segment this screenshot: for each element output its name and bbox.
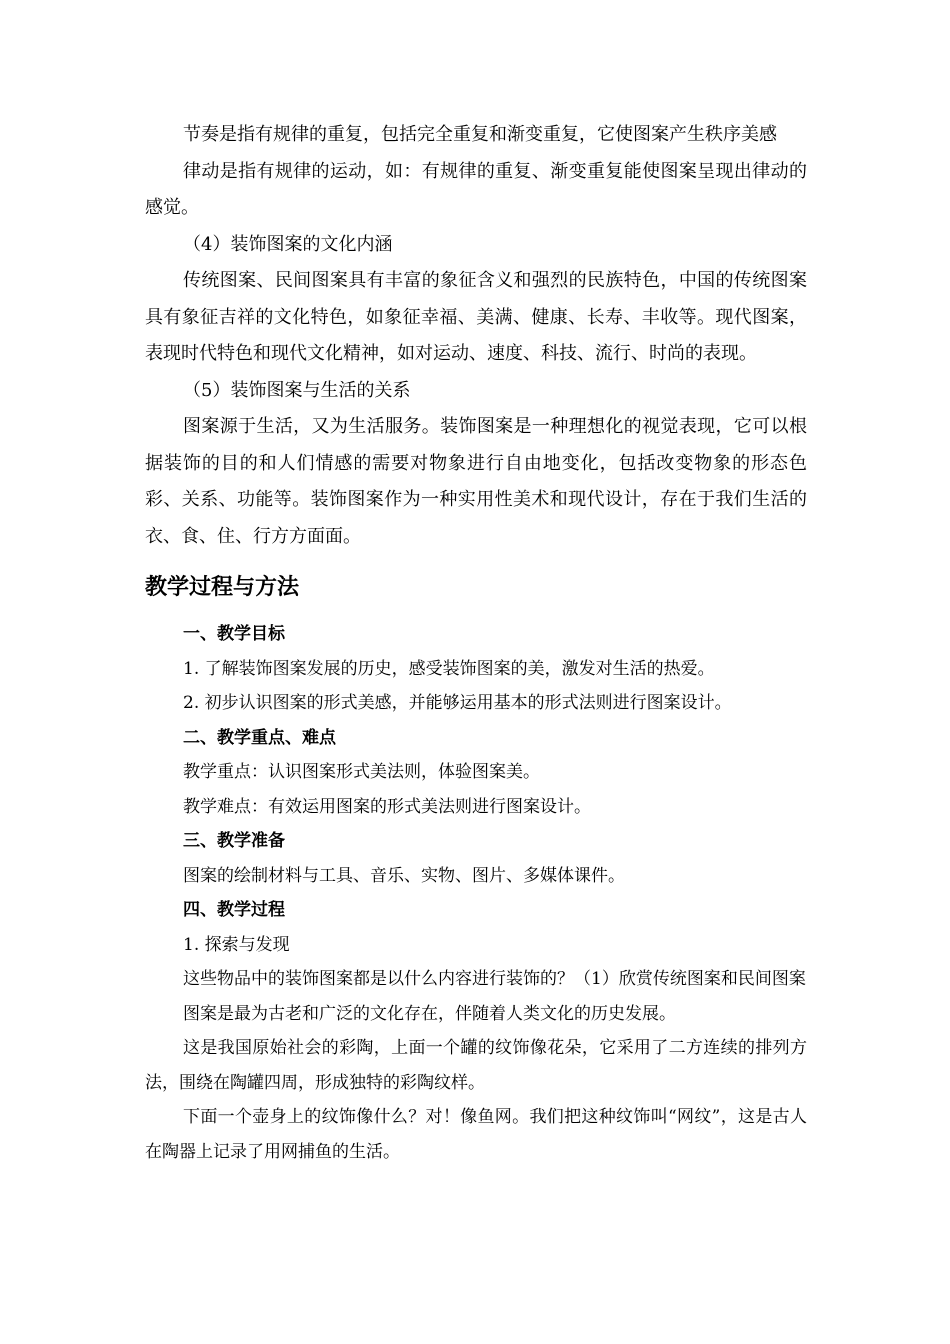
paragraph-life-relation: 图案源于生活，又为生活服务。装饰图案是一种理想化的视觉表现，它可以根据装饰的目的和人们情感的需要对物象进行自由地变化，包括改变物象的形态色彩、关系、功能等。装饰图案作为一种实用性美术和现代设计，存在于我们生活的衣、食、住、行方方面面。 <box>145 416 807 547</box>
goal-item-1: 1. 了解装饰图案发展的历史，感受装饰图案的美，激发对生活的热爱。 <box>183 658 715 679</box>
paragraph-cultural-meaning: 传统图案、民间图案具有丰富的象征含义和强烈的民族特色，中国的传统图案具有象征吉祥的文化特色，如象征幸福、美满、健康、长寿、丰收等。现代图案，表现时代特色和现代文化精神，如对运动、速度、科技、流行、时尚的表现。 <box>145 270 807 364</box>
paragraph-movement: 律动是指有规律的运动，如：有规律的重复、渐变重复能使图案呈现出律动的感觉。 <box>145 160 807 218</box>
heading-teaching-process: 四、教学过程 <box>183 900 285 920</box>
subheading-cultural-meaning: （4）装饰图案的文化内涵 <box>183 233 393 255</box>
difficult-point: 教学难点：有效运用图案的形式美法则进行图案设计。 <box>183 796 591 817</box>
document-body <box>145 117 807 1169</box>
section-title: 教学过程与方法 <box>145 575 300 600</box>
subheading-life-relation: （5）装饰图案与生活的关系 <box>183 379 411 401</box>
paragraph-painted-pottery: 这是我国原始社会的彩陶，上面一个罐的纹饰像花朵，它采用了二方连续的排列方法，围绕在陶罐四周，形成独特的彩陶纹样。 <box>145 1038 807 1093</box>
preparation-text: 图案的绘制材料与工具、音乐、实物、图片、多媒体课件。 <box>183 865 625 886</box>
heading-key-points: 二、教学重点、难点 <box>183 727 336 748</box>
key-point: 教学重点：认识图案形式美法则，体验图案美。 <box>183 762 540 782</box>
paragraph-question: 这些物品中的装饰图案都是以什么内容进行装饰的？（1）欣赏传统图案和民间图案 <box>183 969 806 989</box>
paragraph-net-pattern: 下面一个壶身上的纹饰像什么？对！像鱼网。我们把这种纹饰叫“网纹”，这是古人在陶器上记录了用网捕鱼的生活。 <box>145 1107 807 1162</box>
step-explore: 1. 探索与发现 <box>183 934 290 955</box>
heading-preparation: 三、教学准备 <box>183 831 285 851</box>
heading-teaching-goals: 一、教学目标 <box>183 624 285 644</box>
goal-item-2: 2. 初步认识图案的形式美感，并能够运用基本的形式法则进行图案设计。 <box>183 693 732 713</box>
paragraph-rhythm: 节奏是指有规律的重复，包括完全重复和渐变重复，它使图案产生秩序美感 <box>183 124 777 145</box>
paragraph-pattern-culture: 图案是最为古老和广泛的文化存在，伴随着人类文化的历史发展。 <box>183 1003 676 1024</box>
